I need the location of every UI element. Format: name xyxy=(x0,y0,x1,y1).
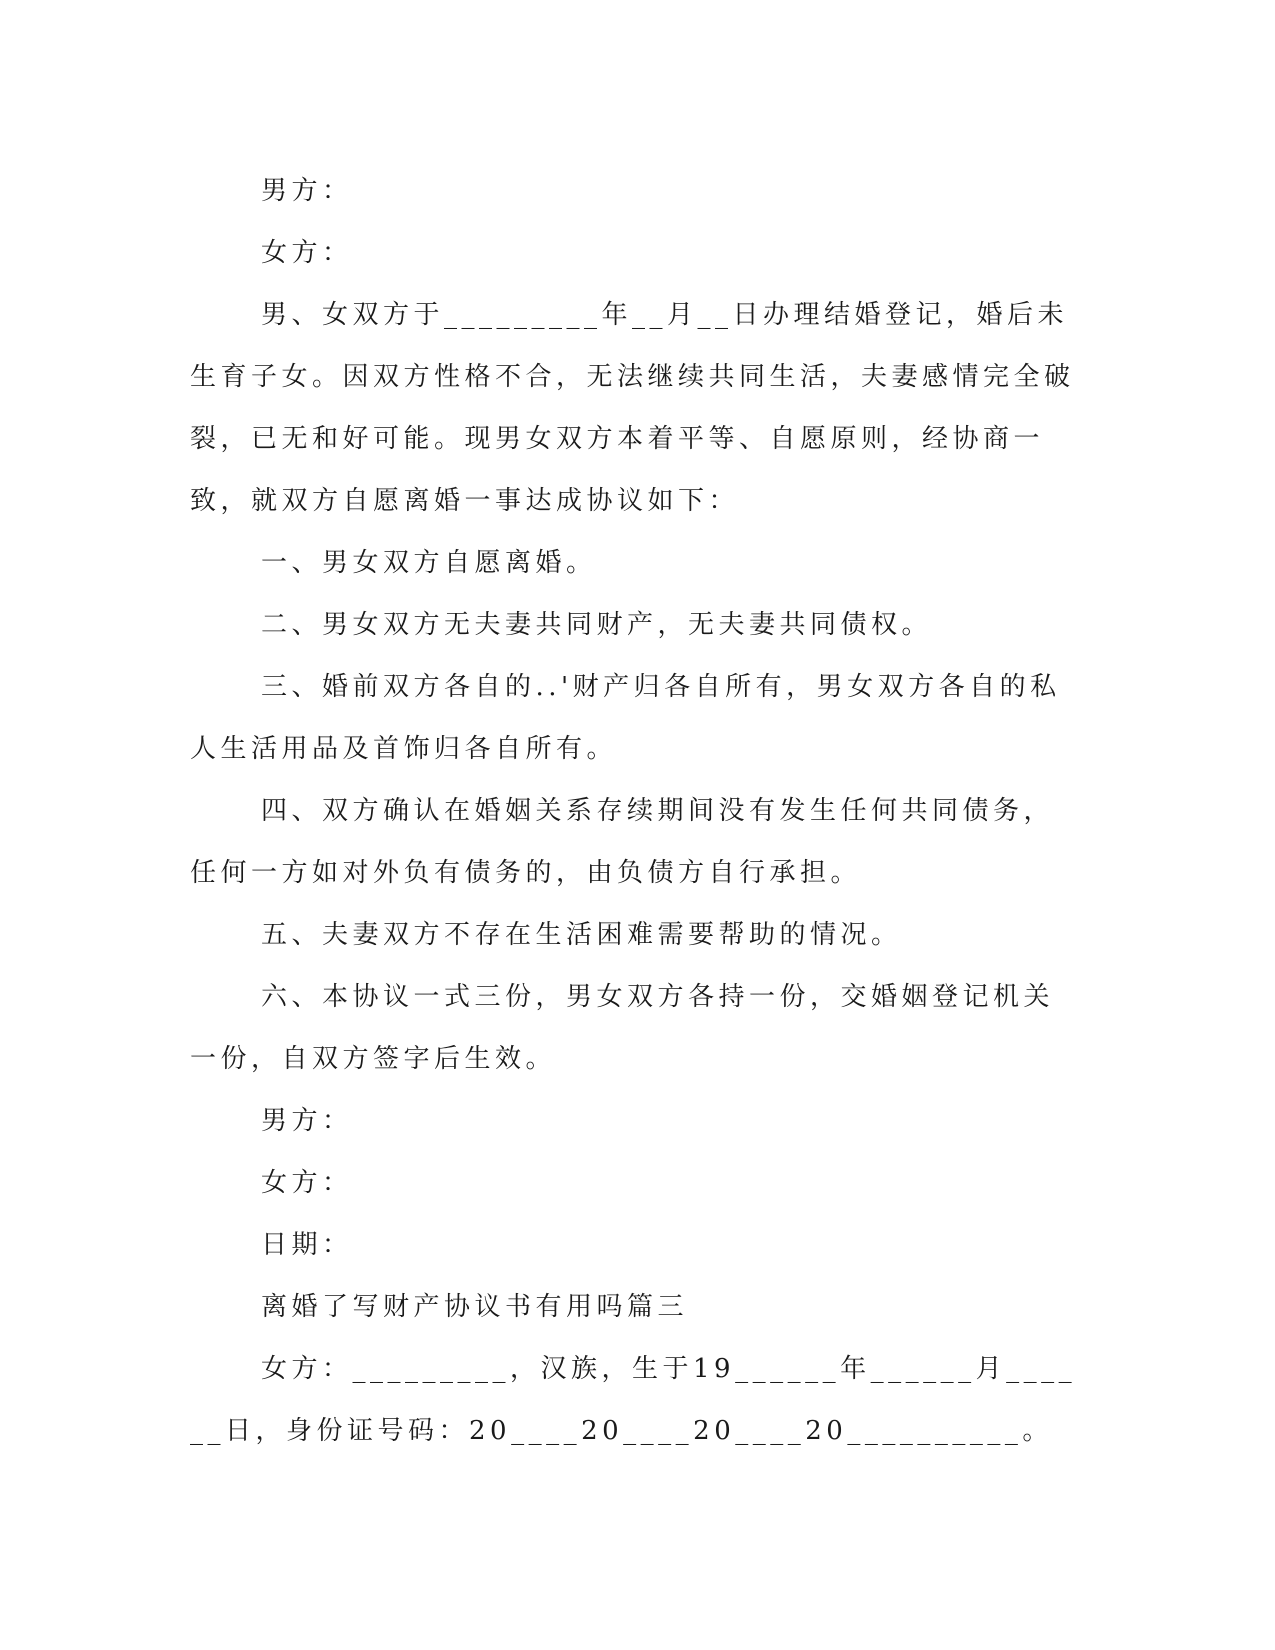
female-party-label: 女方： xyxy=(261,238,353,268)
document-body xyxy=(190,160,1080,1462)
clause-1: 一、男女双方自愿离婚。 xyxy=(261,548,597,578)
clause-4: 四、双方确认在婚姻关系存续期间没有发生任何共同债务，任何一方如对外负有债务的，由负债方自行承担。 xyxy=(190,796,1055,888)
female-party-details: 女方：_________，汉族，生于19______年______月______日，身份证号码：20____20____20____20__________。 xyxy=(190,1354,1077,1446)
female-signature-label: 女方： xyxy=(261,1168,353,1198)
clause-6: 六、本协议一式三份，男女双方各持一份，交婚姻登记机关一份，自双方签字后生效。 xyxy=(190,982,1055,1074)
male-party-label: 男方： xyxy=(261,176,353,206)
date-label: 日期： xyxy=(261,1230,353,1260)
clause-2: 二、男女双方无夫妻共同财产，无夫妻共同债权。 xyxy=(261,610,933,640)
male-signature-label: 男方： xyxy=(261,1106,353,1136)
section-heading: 离婚了写财产协议书有用吗篇三 xyxy=(261,1292,689,1322)
clause-5: 五、夫妻双方不存在生活困难需要帮助的情况。 xyxy=(261,920,902,950)
clause-3: 三、婚前双方各自的..'财产归各自所有，男女双方各自的私人生活用品及首饰归各自所有。 xyxy=(190,672,1061,764)
preamble-paragraph: 男、女双方于_________年__月__日办理结婚登记，婚后未生育子女。因双方性格不合，无法继续共同生活，夫妻感情完全破裂，已无和好可能。现男女双方本着平等、自愿原则，经协商一致，就双方自愿离婚一事达成协议如下： xyxy=(190,300,1075,516)
